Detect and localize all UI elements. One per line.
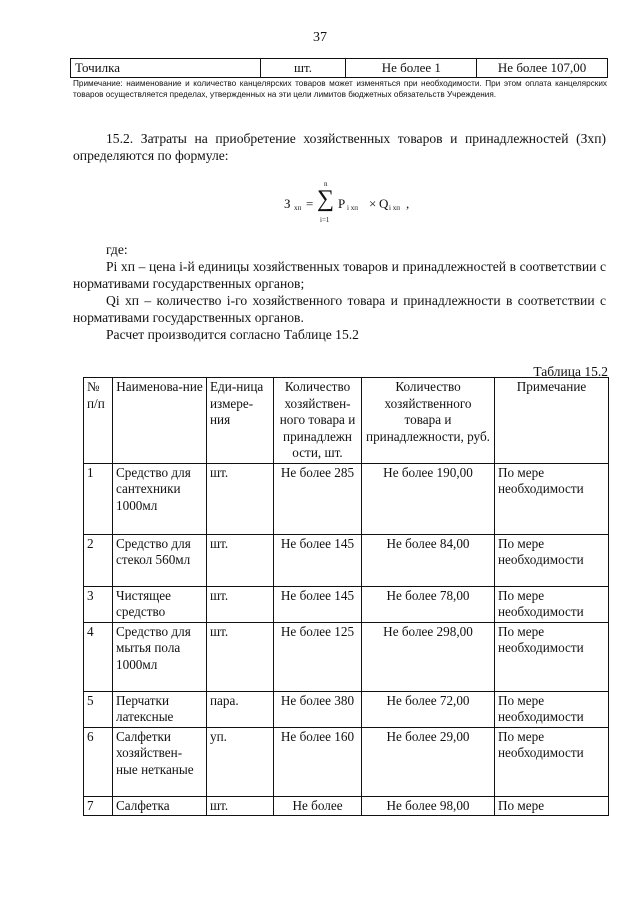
row-number: 1: [84, 463, 113, 534]
row-quantity: Не более 285: [274, 463, 362, 534]
price-cell: Не более 107,00: [477, 59, 608, 78]
header-number: № п/п: [84, 378, 113, 464]
row-name: Средство для сантехники 1000мл: [113, 463, 207, 534]
row-quantity: Не более 380: [274, 691, 362, 727]
row-number: 6: [84, 727, 113, 796]
formula-comma: ,: [406, 196, 410, 211]
row-name: Салфетка: [113, 796, 207, 816]
formula-q-sub: i хп: [389, 204, 400, 212]
row-unit: пара.: [207, 691, 274, 727]
cost-formula: [270, 180, 470, 226]
formula-p: P: [338, 196, 346, 211]
table-row: [84, 622, 609, 691]
row-number: 7: [84, 796, 113, 816]
formula-lhs-sub: хп: [294, 204, 302, 212]
row-cost: Не более 298,00: [362, 622, 495, 691]
definition-price: Pi хп – цена i-й единицы хозяйственных товаров и принадлежностей в соответствии с нормативами государственных органов;: [73, 259, 606, 291]
table-caption: Таблица 15.2: [533, 364, 608, 379]
row-remark: По мере необходимости: [495, 622, 609, 691]
formula-q: Q: [379, 196, 389, 211]
row-quantity: Не более 145: [274, 586, 362, 622]
row-quantity: Не более 125: [274, 622, 362, 691]
row-cost: Не более 78,00: [362, 586, 495, 622]
row-quantity: Не более 160: [274, 727, 362, 796]
table-note: Примечание: наименование и количество канцелярских товаров может изменяться при необходимости. При этом оплата канцелярских товаров осуществляется пределах, утвержденных на эти цели лимитов бюджетных обязательств Учреждения.: [73, 79, 607, 99]
row-name: Перчатки латексные: [113, 691, 207, 727]
row-quantity: Не более: [274, 796, 362, 816]
table-row: [84, 586, 609, 622]
definition-quantity: Qi хп – количество i-го хозяйственного товара и принадлежности в соответствии с нормативами государственных органов.: [73, 293, 606, 325]
sum-upper-limit: n: [324, 180, 328, 188]
row-remark: По мере необходимости: [495, 691, 609, 727]
header-quantity: Количество хозяйствен-ного товара и принадлежн ости, шт.: [274, 378, 362, 464]
row-cost: Не более 72,00: [362, 691, 495, 727]
row-number: 5: [84, 691, 113, 727]
row-remark: По мере необходимости: [495, 586, 609, 622]
formula-p-sub: i хп: [347, 204, 358, 212]
table-row: [84, 691, 609, 727]
row-cost: Не более 98,00: [362, 796, 495, 816]
where-label: где:: [106, 242, 128, 257]
goods-table: [83, 377, 609, 816]
row-number: 2: [84, 534, 113, 586]
row-name: Средство для мытья пола 1000мл: [113, 622, 207, 691]
row-remark: По мере необходимости: [495, 727, 609, 796]
top-table-fragment: [70, 58, 608, 78]
unit-cell: шт.: [260, 59, 346, 78]
header-name: Наименова-ние: [113, 378, 207, 464]
row-number: 3: [84, 586, 113, 622]
row-remark: По мере необходимости: [495, 463, 609, 534]
table-row: [71, 59, 608, 78]
row-unit: шт.: [207, 463, 274, 534]
row-unit: шт.: [207, 622, 274, 691]
table-row: [84, 796, 609, 816]
header-unit: Еди-ница измере-ния: [207, 378, 274, 464]
row-cost: Не более 84,00: [362, 534, 495, 586]
table-row: [84, 534, 609, 586]
row-name: Средство для стекол 560мл: [113, 534, 207, 586]
formula-lhs: З: [284, 196, 291, 211]
row-unit: шт.: [207, 534, 274, 586]
row-unit: шт.: [207, 796, 274, 816]
row-remark: По мере необходимости: [495, 534, 609, 586]
row-quantity: Не более 145: [274, 534, 362, 586]
sum-lower-limit: i=1: [320, 216, 330, 224]
formula-times: ×: [369, 196, 377, 211]
table-header-row: [84, 378, 609, 464]
item-name-cell: Точилка: [71, 59, 261, 78]
row-name: Салфетки хозяйствен-ные нетканые: [113, 727, 207, 796]
row-remark: По мере: [495, 796, 609, 816]
row-unit: шт.: [207, 586, 274, 622]
row-name: Чистящее средство: [113, 586, 207, 622]
table-row: [84, 727, 609, 796]
row-number: 4: [84, 622, 113, 691]
row-unit: уп.: [207, 727, 274, 796]
header-cost: Количество хозяйственного товара и принадлежности, руб.: [362, 378, 495, 464]
section-heading: 15.2. Затраты на приобретение хозяйственных товаров и принадлежностей (Зхп) определяются по формуле:: [73, 131, 606, 163]
row-cost: Не более 190,00: [362, 463, 495, 534]
table-row: [84, 463, 609, 534]
header-remark: Примечание: [495, 378, 609, 464]
quantity-cell: Не более 1: [346, 59, 477, 78]
row-cost: Не более 29,00: [362, 727, 495, 796]
sum-sign: ∑: [317, 186, 335, 212]
formula-equals: =: [306, 196, 314, 211]
calculation-note: Расчет производится согласно Таблице 15.2: [106, 327, 359, 342]
page-number: 37: [313, 30, 327, 45]
